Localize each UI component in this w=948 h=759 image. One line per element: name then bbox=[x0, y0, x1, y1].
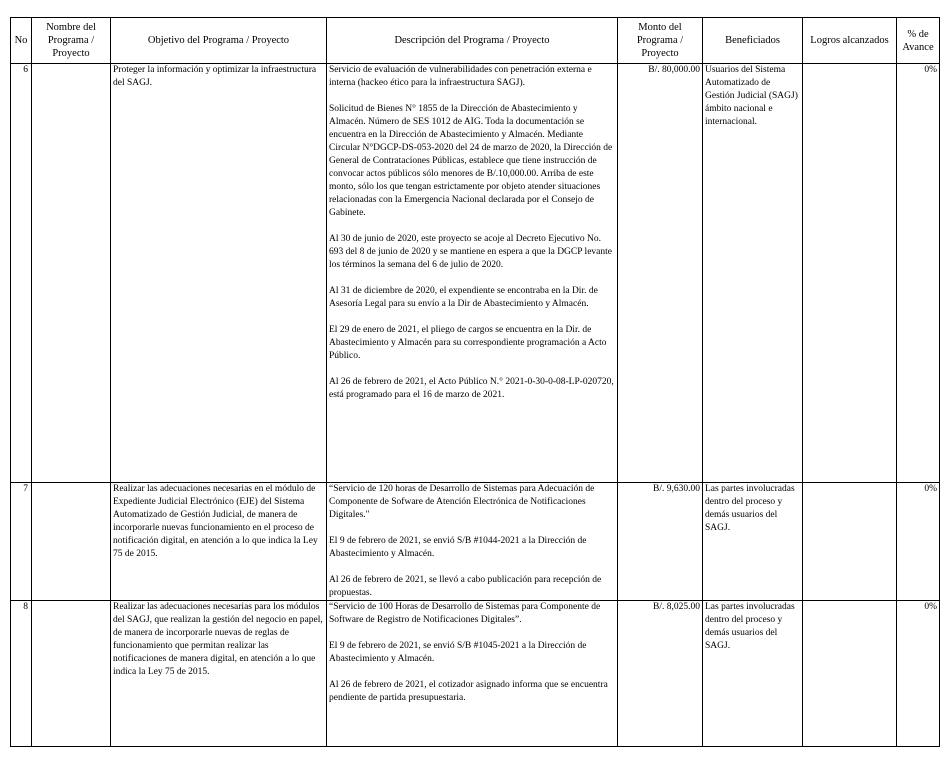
row-avance: 0% bbox=[897, 483, 940, 601]
table-row bbox=[11, 601, 940, 747]
row-monto: B/. 9,630.00 bbox=[618, 483, 703, 601]
descripcion-paragraph: Solicitud de Bienes N° 1855 de la Dirección de Abastecimiento y Almacén. Número de SES 1012 de AIG. Toda la documentación se encuentra en la Dirección de Abastecimiento y Almacén. Mediante Circular N°DGCP-DS-053-2020 del 24 de marzo de 2020, la Dirección de General de Contrataciones Públicas, establece que tiene instrucción de convocar actos públicos sólo menores de B/.10,000.00. Arriba de este monto, sólo los que tengan estrictamente por objeto atender situaciones relacionadas con la Emergencia Nacional declarada por el Consejo de Gabinete. bbox=[329, 104, 613, 218]
row-nombre bbox=[32, 64, 111, 483]
descripcion-paragraph: Al 26 de febrero de 2021, el Acto Público N.° 2021-0-30-0-08-LP-020720, está programado para el 16 de marzo de 2021. bbox=[329, 377, 614, 400]
row-monto: B/. 80,000.00 bbox=[618, 64, 703, 483]
row-avance: 0% bbox=[897, 601, 940, 747]
row-beneficiados: Las partes involucradas dentro del proceso y demás usuarios del SAGJ. bbox=[703, 601, 803, 747]
row-nombre bbox=[32, 483, 111, 601]
row-objetivo: Realizar las adecuaciones necesarias en el módulo de Expediente Judicial Electrónico (EJE) del Sistema Automatizado de Gestión Judicial, de manera de incorporarle nuevas funcionamiento en el proceso de notificación digital, en atención a lo que indica la Ley 75 de 2015. bbox=[111, 483, 327, 601]
header-monto: Monto del Programa / Proyecto bbox=[618, 18, 703, 64]
descripcion-paragraph: Al 26 de febrero de 2021, se llevó a cabo publicación para recepción de propuestas. bbox=[329, 575, 602, 598]
header-descripcion: Descripción del Programa / Proyecto bbox=[327, 18, 618, 64]
row-descripcion bbox=[327, 601, 618, 747]
header-no: No bbox=[11, 18, 32, 64]
descripcion-paragraph: Al 30 de junio de 2020, este proyecto se acoje al Decreto Ejecutivo No. 693 del 8 de junio de 2020 y se mantiene en espera a que la DGCP levante los términos la semana del 6 de julio de 2020. bbox=[329, 234, 612, 270]
row-number: 8 bbox=[11, 601, 32, 747]
row-number: 7 bbox=[11, 483, 32, 601]
row-objetivo: Proteger la información y optimizar la infraestructura del SAGJ. bbox=[111, 64, 327, 483]
header-beneficiados: Beneficiados bbox=[703, 18, 803, 64]
descripcion-paragraph: El 9 de febrero de 2021, se envió S/B #1044-2021 a la Dirección de Abastecimiento y Almacén. bbox=[329, 536, 587, 559]
descripcion-paragraph: El 29 de enero de 2021, el pliego de cargos se encuentra en la Dir. de Abastecimiento y Almacén para su correspondiente programación a Acto Público. bbox=[329, 325, 607, 361]
row-beneficiados: Las partes involucradas dentro del proceso y demás usuarios del SAGJ. bbox=[703, 483, 803, 601]
projects-table bbox=[10, 17, 940, 747]
table-row bbox=[11, 64, 940, 483]
row-objetivo: Realizar las adecuaciones necesarias para los módulos del SAGJ, que realizan la gestión del negocio en papel, de manera de incorporarle nuevas de reglas de funcionamiento que permitan realizar las notificaciones de manera digital, en atención a lo que indica la Ley 75 de 2015. bbox=[111, 601, 327, 747]
row-logros bbox=[803, 64, 897, 483]
descripcion-paragraph: Al 31 de diciembre de 2020, el expendiente se encontraba en la Dir. de Asesoría Legal para su envío a la Dir de Abastecimiento y Almacén. bbox=[329, 286, 598, 309]
row-logros bbox=[803, 601, 897, 747]
row-descripcion bbox=[327, 483, 618, 601]
row-number: 6 bbox=[11, 64, 32, 483]
header-logros: Logros alcanzados bbox=[803, 18, 897, 64]
row-monto: B/. 8,025.00 bbox=[618, 601, 703, 747]
header-nombre: Nombre del Programa / Proyecto bbox=[32, 18, 111, 64]
row-avance: 0% bbox=[897, 64, 940, 483]
row-descripcion bbox=[327, 64, 618, 483]
table-header-row bbox=[11, 18, 940, 64]
row-nombre bbox=[32, 601, 111, 747]
table-row bbox=[11, 483, 940, 601]
descripcion-paragraph: El 9 de febrero de 2021, se envió S/B #1045-2021 a la Dirección de Abastecimiento y Almacén. bbox=[329, 641, 587, 664]
row-beneficiados: Usuarios del Sistema Automatizado de Gestión Judicial (SAGJ) ámbito nacional e internacional. bbox=[703, 64, 803, 483]
descripcion-paragraph: Servicio de evaluación de vulnerabilidades con penetración externa e interna (hackeo ético para la infraestructura SAGJ). bbox=[329, 65, 592, 88]
descripcion-paragraph: “Servicio de 100 Horas de Desarrollo de Sistemas para Componente de Software de Registro de Notificaciones Digitales”. bbox=[329, 602, 601, 625]
descripcion-paragraph: “Servicio de 120 horas de Desarrollo de Sistemas para Adecuación de Componente de Sofware de Atención Electrónica de Notificaciones Digitales." bbox=[329, 484, 595, 520]
descripcion-paragraph: Al 26 de febrero de 2021, el cotizador asignado informa que se encuentra pendiente de partida presupuestaria. bbox=[329, 680, 608, 703]
row-logros bbox=[803, 483, 897, 601]
header-avance: % de Avance bbox=[897, 18, 940, 64]
header-objetivo: Objetivo del Programa / Proyecto bbox=[111, 18, 327, 64]
